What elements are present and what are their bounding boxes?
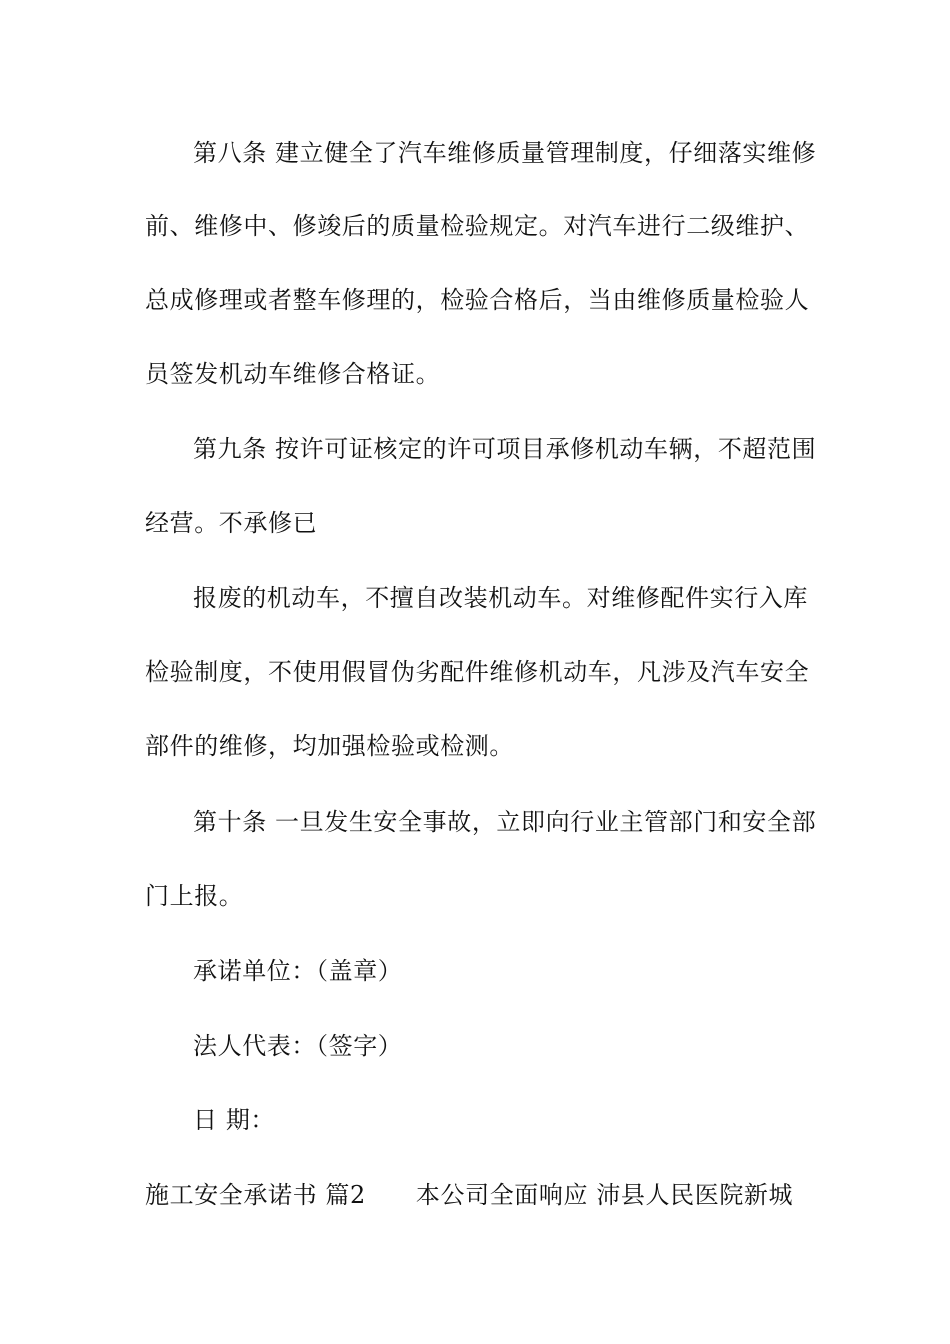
paragraph-line: 经营。不承修已 [145,509,318,537]
paragraph-line: 员签发机动车维修合格证。 [145,360,441,388]
section-title: 施工安全承诺书 篇2 [145,1181,366,1209]
paragraph-line: 第八条 建立健全了汽车维修质量管理制度，仔细落实维修 [193,139,817,167]
legal-representative: 法人代表：（签字） [193,1032,403,1060]
paragraph-line: 部件的维修，均加强检验或检测。 [145,732,514,760]
paragraph-line: 第十条 一旦发生安全事故，立即向行业主管部门和安全部 [193,808,817,836]
paragraph-line: 报废的机动车，不擅自改装机动车。对维修配件实行入库 [193,584,808,612]
date-label: 日 期： [193,1106,276,1134]
paragraph-line: 总成修理或者整车修理的，检验合格后，当由维修质量检验人 [145,286,810,314]
signatory-unit: 承诺单位：（盖章） [193,957,403,985]
paragraph-line: 检验制度，不使用假冒伪劣配件维修机动车，凡涉及汽车安全 [145,658,810,686]
next-section-line [145,1180,825,1210]
paragraph-line: 前、维修中、修竣后的质量检验规定。对汽车进行二级维护、 [145,212,810,240]
section-text: 本公司全面响应 沛县人民医院新城 [415,1181,794,1209]
paragraph-line: 第九条 按许可证核定的许可项目承修机动车辆，不超范围 [193,435,817,463]
paragraph-line: 门上报。 [145,882,244,910]
